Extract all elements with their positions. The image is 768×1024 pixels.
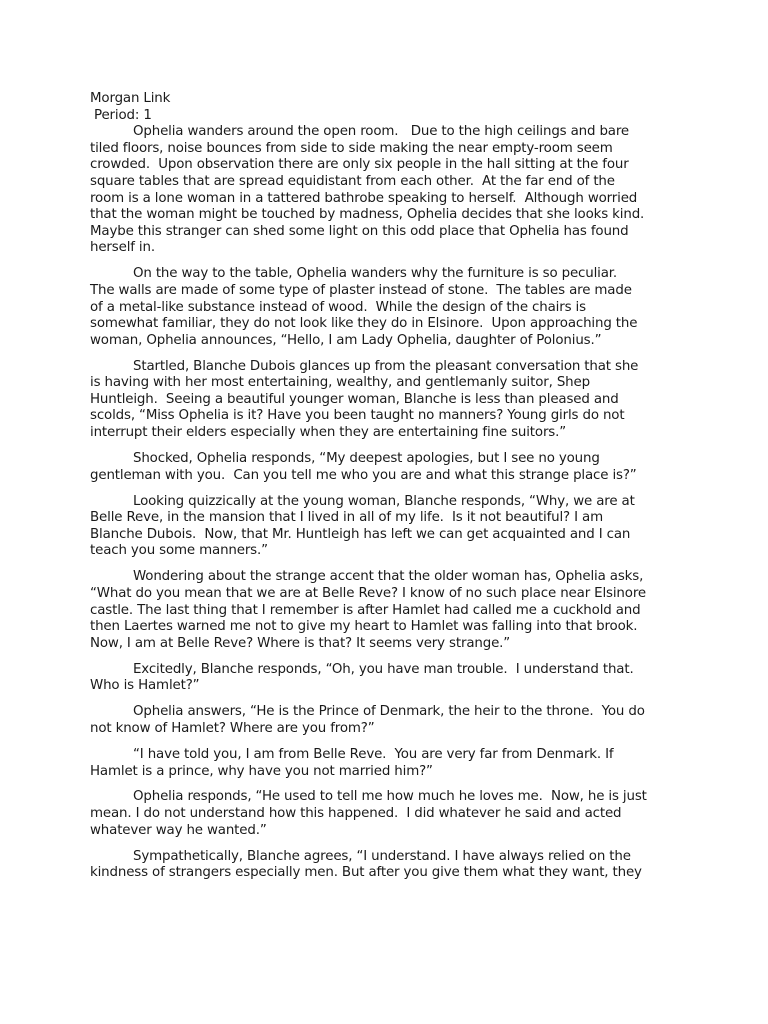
text-line: Blanche Dubois. Now, that Mr. Huntleigh has left we can get acquainted and I can [90,526,631,542]
paragraph [90,704,690,737]
paragraph [90,124,690,257]
text-line: whatever way he wanted.” [90,822,267,838]
author-name: Morgan Link [90,91,171,106]
text-line: Ophelia answers, “He is the Prince of Denmark, the heir to the throne. You do [133,704,645,720]
paragraph [90,569,690,652]
text-line: gentleman with you. Can you tell me who you are and what this strange place is?” [90,467,637,483]
text-line: interrupt their elders especially when they are entertaining fine suitors.” [90,425,567,441]
text-line: square tables that are spread equidistant from each other. At the far end of the [90,173,615,189]
text-line: of a metal-like substance instead of wood. While the design of the chairs is [90,299,586,315]
text-line: The walls are made of some type of plaster instead of stone. The tables are made [90,282,632,298]
text-line: somewhat familiar, they do not look like they do in Elsinore. Upon approaching the [90,316,638,332]
text-line: Huntleigh. Seeing a beautiful younger woman, Blanche is less than pleased and [90,391,619,407]
text-line: Sympathetically, Blanche agrees, “I understand. I have always relied on the [133,848,631,864]
class-period: Period: 1 [94,107,152,123]
text-line: tiled floors, noise bounces from side to side making the near empty-room seem [90,140,613,156]
text-line: then Laertes warned me not to give my heart to Hamlet was falling into that brook. [90,619,638,635]
document-body [90,91,690,891]
text-line: Excitedly, Blanche responds, “Oh, you have man trouble. I understand that. [133,661,634,677]
text-line: Shocked, Ophelia responds, “My deepest apologies, but I see no young [133,451,600,467]
text-line: Who is Hamlet?” [90,678,200,694]
text-line: Hamlet is a prince, why have you not married him?” [90,763,433,779]
paragraph [90,494,690,560]
essay-text [90,124,690,882]
paragraph [90,266,690,349]
text-line: crowded. Upon observation there are only six people in the hall sitting at the four [90,157,629,173]
text-line: herself in. [90,240,155,256]
paragraph [90,789,690,839]
text-line: room is a lone woman in a tattered bathrobe speaking to herself. Although worried [90,190,638,206]
text-line: “I have told you, I am from Belle Reve. You are very far from Denmark. If [133,746,614,762]
text-line: On the way to the table, Ophelia wanders why the furniture is so peculiar. [133,266,618,282]
paragraph [90,451,690,484]
paragraph [90,849,690,882]
paragraph [90,662,690,695]
text-line: woman, Ophelia announces, “Hello, I am Lady Ophelia, daughter of Polonius.” [90,332,602,348]
text-line: “What do you mean that we are at Belle Reve? I know of no such place near Elsinore [90,585,646,601]
text-line: Wondering about the strange accent that the older woman has, Ophelia asks, [133,569,644,585]
paragraph [90,359,690,442]
text-line: is having with her most entertaining, wealthy, and gentlemanly suitor, Shep [90,375,590,391]
text-line: Looking quizzically at the young woman, Blanche responds, “Why, we are at [133,493,635,509]
text-line: scolds, “Miss Ophelia is it? Have you been taught no manners? Young girls do not [90,408,625,424]
text-line: teach you some manners.” [90,543,268,559]
text-line: not know of Hamlet? Where are you from?” [90,720,375,736]
text-line: kindness of strangers especially men. But after you give them what they want, they [90,865,642,881]
text-line: Maybe this stranger can shed some light on this odd place that Ophelia has found [90,223,629,239]
text-line: that the woman might be touched by madness, Ophelia decides that she looks kind. [90,207,645,223]
text-line: Startled, Blanche Dubois glances up from the pleasant conversation that she [133,358,639,374]
paragraph [90,747,690,780]
text-line: Ophelia responds, “He used to tell me how much he loves me. Now, he is just [133,789,647,805]
text-line: Now, I am at Belle Reve? Where is that? It seems very strange.” [90,635,511,651]
text-line: Ophelia wanders around the open room. Due to the high ceilings and bare [133,124,630,140]
text-line: Belle Reve, in the mansion that I lived in all of my life. Is it not beautiful? I am [90,510,603,526]
text-line: castle. The last thing that I remember is after Hamlet had called me a cuckhold and [90,602,641,618]
text-line: mean. I do not understand how this happened. I did whatever he said and acted [90,806,622,822]
